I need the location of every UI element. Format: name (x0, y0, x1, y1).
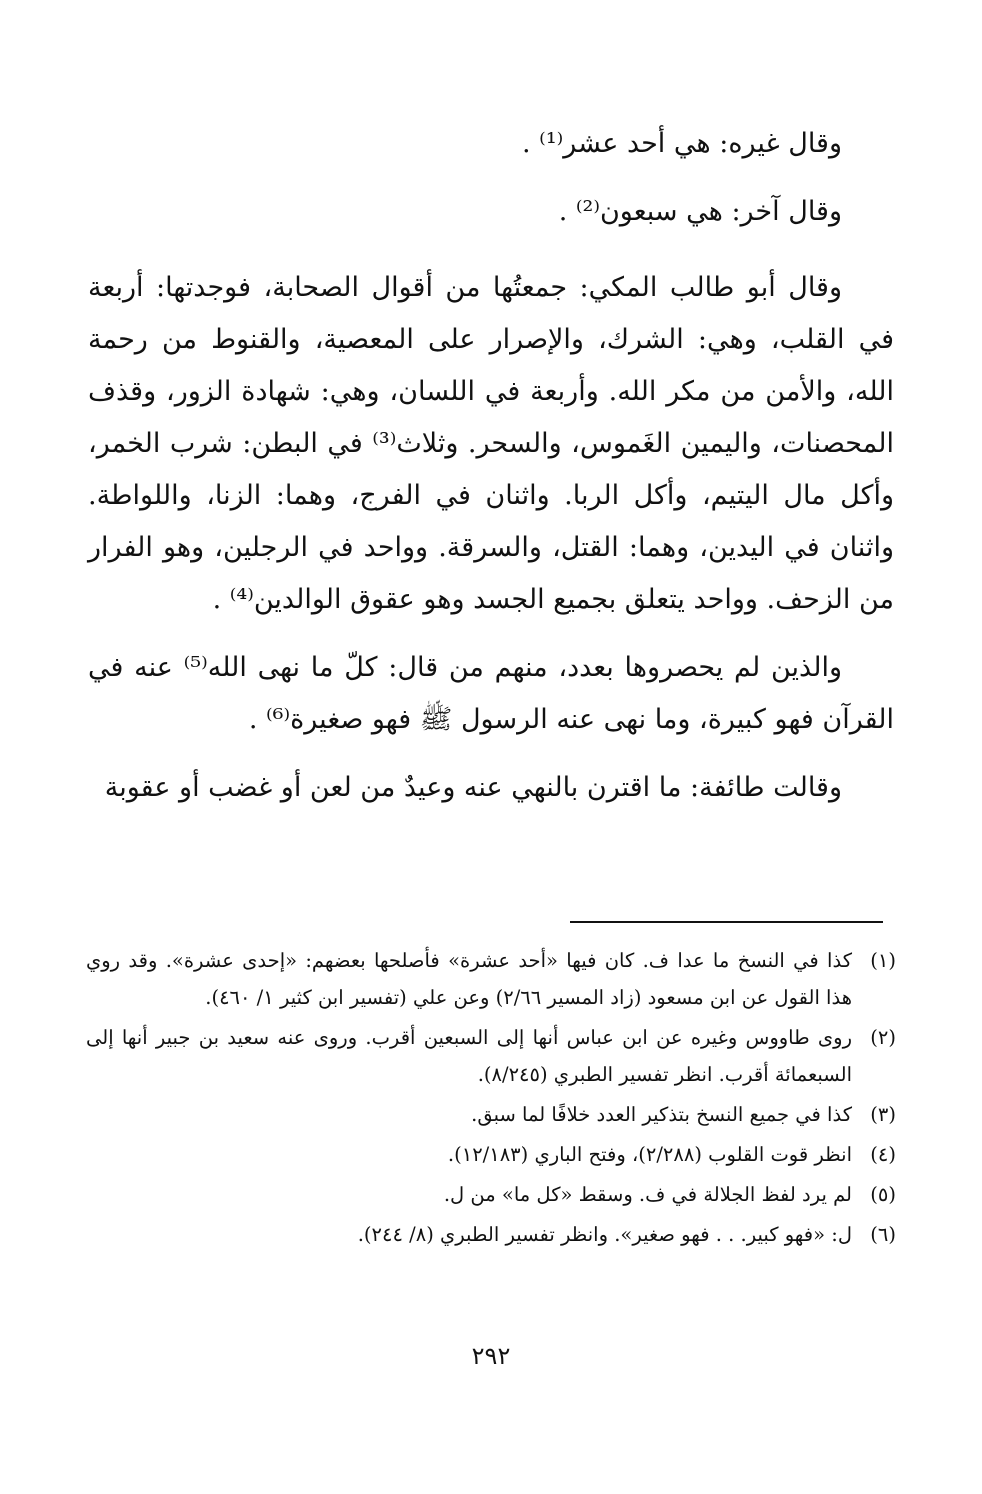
paragraph-4: والذين لم يحصروها بعدد، منهم من قال: كلّ ما نهى الله⁽⁵⁾ عنه في القرآن فهو كبيرة، وما نهى عنه الرسول ﷺ فهو صغيرة⁽⁶⁾ . (88, 652, 894, 735)
paragraph-1: وقال غيره: هي أحد عشر⁽¹⁾ . (522, 128, 842, 159)
paragraph-5: وقالت طائفة: ما اقترن بالنهي عنه وعيدٌ من لعن أو غضب أو عقوبة (104, 772, 842, 803)
paragraph-2: وقال آخر: هي سبعون⁽²⁾ . (558, 196, 842, 227)
footnote-text: روى طاووس وغيره عن ابن عباس أنها إلى السبعين أقرب. وروى عنه سعيد بن جبير أنها إلى السبعمائة أقرب. انظر تفسير الطبري (٨/٢٤٥). (86, 1026, 852, 1086)
footnote-number: (١) (870, 949, 896, 972)
footnote-text: ل: «فهو كبير. . . فهو صغير». وانظر تفسير الطبري (٨/ ٢٤٤). (357, 1223, 852, 1246)
footnote-4 (86, 1136, 896, 1173)
page-number: ٢٩٢ (471, 1342, 511, 1370)
footnote-number: (٣) (870, 1103, 896, 1126)
paragraph-3: وقال أبو طالب المكي: جمعتُها من أقوال الصحابة، فوجدتها: أربعة في القلب، وهي: الشرك، والإصرار على المعصية، والقنوط من رحمة الله، والأمن من مكر الله. وأربعة في اللسان، وهي: شهادة الزور، وقذف المحصنات، واليمين الغَموس، والسحر. وثلاث⁽³⁾ في البطن: شرب الخمر، وأكل مال اليتيم، وأكل الربا. واثنان في الفرج، وهما: الزنا، واللواطة. واثنان في اليدين، وهما: القتل، والسرقة. وواحد في الرجلين، وهو الفرار من الزحف. وواحد يتعلق بجميع الجسد وهو عقوق الوالدين⁽⁴⁾ . (88, 272, 894, 615)
footnote-text: كذا في جميع النسخ بتذكير العدد خلافًا لما سبق. (471, 1103, 852, 1126)
footnote-divider (570, 921, 883, 923)
footnote-number: (٥) (870, 1183, 896, 1206)
footnote-text: لم يرد لفظ الجلالة في ف. وسقط «كل ما» من ل. (443, 1183, 852, 1206)
main-text (88, 118, 894, 814)
footnote-3 (86, 1096, 896, 1133)
footnote-2 (86, 1019, 896, 1093)
footnote-5 (86, 1176, 896, 1213)
footnotes (86, 942, 896, 1256)
footnote-text: انظر قوت القلوب (٢/٢٨٨)، وفتح الباري (١٢/١٨٣). (447, 1143, 852, 1166)
footnote-number: (٦) (870, 1223, 896, 1246)
footnote-6 (86, 1216, 896, 1253)
footnote-number: (٢) (870, 1026, 896, 1049)
footnote-text: كذا في النسخ ما عدا ف. كان فيها «أحد عشرة» فأصلحها بعضهم: «إحدى عشرة». وقد روي هذا القول عن ابن مسعود (زاد المسير ٢/٦٦) وعن علي (تفسير ابن كثير ١/ ٤٦٠). (86, 949, 852, 1009)
footnote-number: (٤) (870, 1143, 896, 1166)
footnote-1 (86, 942, 896, 1016)
